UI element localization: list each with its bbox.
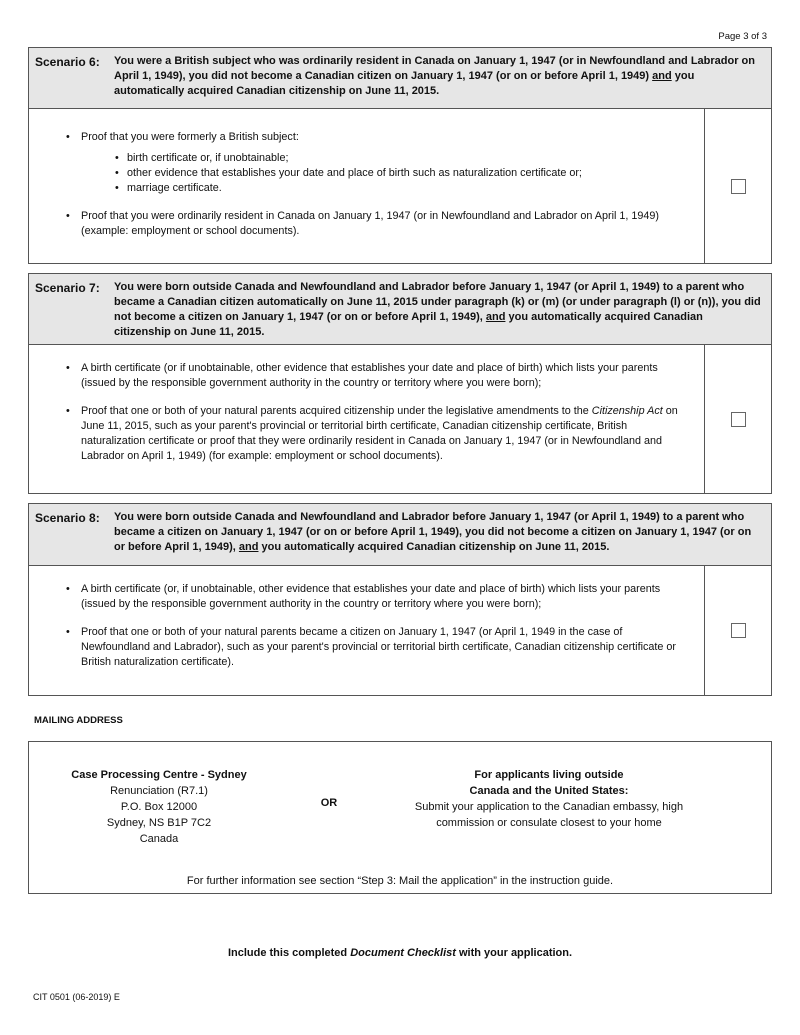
scenario-6-checkbox[interactable] bbox=[731, 179, 746, 194]
scenario-text: You were a British subject who was ordinarily resident in Canada on January 1, 1947 (or in Newfoundland and Labrador on April 1, 1949), you did not become a Canadian citizen on January 1, 1947 (or on or before April 1, 1949) bbox=[114, 55, 755, 82]
address-line: Renunciation (R7.1) bbox=[110, 785, 208, 797]
address-line: Sydney, NS B1P 7C2 bbox=[106, 817, 212, 829]
scenario-text: you automatically acquired Canadian citizenship on June 11, 2015. bbox=[114, 70, 695, 97]
instructions-title: For applicants living outside bbox=[474, 769, 624, 781]
act-name: Citizenship Act bbox=[591, 405, 663, 417]
scenario-8-section bbox=[28, 503, 772, 696]
sub-item: • other evidence that establishes your date and place of birth such as naturalization certificate or; bbox=[29, 166, 691, 181]
note-text: with your application. bbox=[455, 947, 573, 959]
mailing-address-heading: MAILING ADDRESS bbox=[34, 715, 123, 726]
form-code: CIT 0501 (06-2019) E bbox=[33, 992, 120, 1002]
scenario-8-header bbox=[29, 504, 771, 566]
sydney-address bbox=[49, 767, 269, 847]
requirement-item: • Proof that one or both of your natural parents became a citizen on January 1, 1947 (or April 1, 1949 in the case of Newfoundland and Labrador), such as your parent's provincial or territorial birth certificate, Canadian citizenship certificate or British naturalization certificate). bbox=[29, 625, 691, 670]
scenario-label: Scenario 8: bbox=[35, 511, 100, 525]
scenario-7-header bbox=[29, 274, 771, 345]
note-italic: Document Checklist bbox=[350, 947, 456, 959]
checkbox-column bbox=[704, 109, 771, 264]
scenario-label: Scenario 6: bbox=[35, 55, 100, 69]
and-emphasis: and bbox=[485, 311, 506, 323]
checkbox-column bbox=[704, 566, 771, 696]
scenario-text: you automatically acquired Canadian citizenship on June 11, 2015. bbox=[114, 311, 703, 338]
instructions-text: Submit your application to the Canadian embassy, high bbox=[414, 801, 684, 813]
requirement-item: • A birth certificate (or if unobtainable, other evidence that establishes your date and place of birth) which lists your parents (issued by the responsible government authority in the country or territory where you were born); bbox=[29, 361, 691, 391]
and-emphasis: and bbox=[238, 541, 259, 553]
or-label: OR bbox=[320, 797, 338, 809]
sub-item: • marriage certificate. bbox=[29, 181, 691, 196]
scenario-7-section bbox=[28, 273, 772, 494]
requirement-item bbox=[29, 404, 691, 464]
note-text: Include this completed bbox=[227, 947, 351, 959]
item-text: Proof that one or both of your natural parents acquired citizenship under the legislative amendments to the bbox=[81, 405, 592, 417]
scenario-6-body bbox=[29, 109, 771, 264]
scenario-text: you automatically acquired Canadian citizenship on June 11, 2015. bbox=[258, 541, 610, 553]
scenario-text: You were born outside Canada and Newfoundland and Labrador before January 1, 1947 (or April 1, 1949) to a parent who became a citizen on January 1, 1947 (or on or before April 1, 1949), you did not become a citizen on January 1, 1947 (or on or before April 1, 1949), bbox=[114, 511, 752, 553]
scenario-6-header bbox=[29, 48, 771, 109]
scenario-8-checkbox[interactable] bbox=[731, 623, 746, 638]
scenario-text: You were born outside Canada and Newfoundland and Labrador before January 1, 1947 (or April 1, 1949) to a parent who became a Canadian citizen automatically on June 11, 2015 under paragraph (k) or (m) (or under paragraph (l) or (n)), you did not become a citizen on January 1, 1947 (or on or before April 1, 1949), bbox=[114, 281, 761, 323]
sub-item: • birth certificate or, if unobtainable; bbox=[29, 151, 691, 166]
outside-canada-instructions bbox=[389, 767, 709, 831]
scenario-7-body bbox=[29, 345, 771, 494]
instructions-title: Canada and the United States: bbox=[469, 785, 629, 797]
scenario-8-body bbox=[29, 566, 771, 696]
item-text: on June 11, 2015, such as your parent's provincial or territorial birth certificate, Canadian citizenship certificate, British naturalization certificate or proof that they were ordinarily resident in Canada on January 1, 1947 (or in Newfoundland and Labrador on April 1, 1949) (for example: employment or school documents). bbox=[81, 405, 678, 462]
requirement-item: • A birth certificate (or, if unobtainable, other evidence that establishes your date and place of birth) which lists your parents (issued by the responsible government authority in the country or territory where you were born); bbox=[29, 582, 691, 612]
requirement-item: • Proof that you were formerly a British subject: bbox=[29, 130, 691, 145]
address-line: P.O. Box 12000 bbox=[120, 801, 198, 813]
address-title: Case Processing Centre - Sydney bbox=[71, 769, 247, 781]
address-line: Canada bbox=[139, 833, 179, 845]
mailing-address-box bbox=[28, 741, 772, 894]
include-checklist-note bbox=[0, 947, 800, 959]
and-emphasis: and bbox=[652, 70, 672, 82]
requirement-item: • Proof that you were ordinarily resident in Canada on January 1, 1947 (or in Newfoundland and Labrador on April 1, 1949) (example: employment or school documents). bbox=[29, 209, 691, 239]
page-number: Page 3 of 3 bbox=[718, 31, 767, 42]
scenario-6-section bbox=[28, 47, 772, 264]
scenario-label: Scenario 7: bbox=[35, 281, 100, 295]
further-info: For further information see section “Step 3: Mail the application” in the instruction guide. bbox=[186, 875, 614, 887]
checkbox-column bbox=[704, 345, 771, 494]
scenario-7-checkbox[interactable] bbox=[731, 412, 746, 427]
instructions-text: commission or consulate closest to your home bbox=[436, 817, 662, 829]
